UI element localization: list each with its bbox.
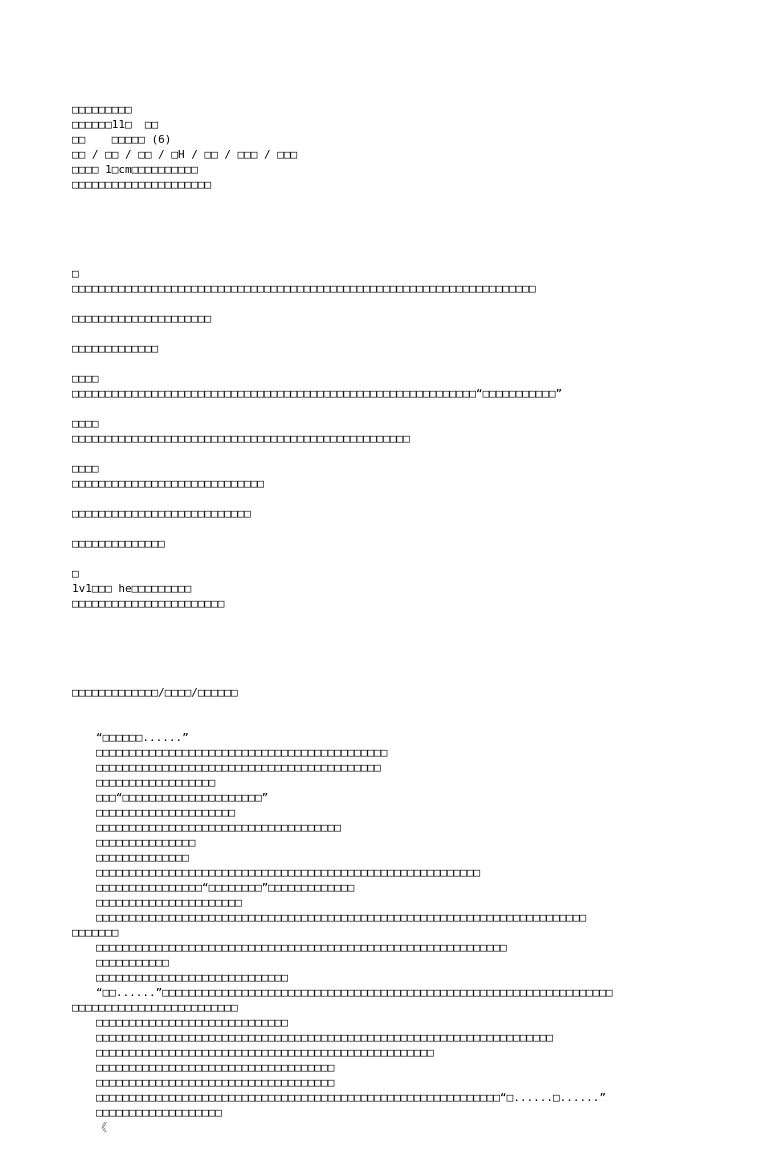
text-line: □□□□□□□□□□□□□□□□□□□□□ xyxy=(96,806,236,819)
text-line: □□□□□□□□□□□ xyxy=(96,956,169,969)
text-line: □□□□□□□□□□□□□□□ xyxy=(96,836,196,849)
text-line: □□□□□□□□□□□□□□□□□□□□□□□□□□□□□□□□□□□□□□□□□□□□□□□□□□□□□□□□□□□□□□□□□□□□□□□□□□ xyxy=(96,911,587,924)
text-line: □□□□□□□□□□□□□□□□□□□□□□□□□□□□□□□□□□□□□□□□□□□□□□□□□□□ xyxy=(72,432,410,445)
blank-line xyxy=(72,296,702,311)
text-line: “□□......”□□□□□□□□□□□□□□□□□□□□□□□□□□□□□□□□□□□□□□□□□□□□□□□□□□□□□□□□□□□□□□□□□□□□ xyxy=(96,986,613,999)
text-line: □□□□□□□□□□□□□□□□□□□□□□□□□□□□□□□□□□□□□ xyxy=(96,821,342,834)
text-line: □□□□□□□□□□□□□□□□□□□□□□□□□ xyxy=(72,1001,238,1014)
text-line: □□□□□□□□□□□□□□□□□□□□□□□□□□□□□ xyxy=(96,1016,289,1029)
blank-line xyxy=(72,446,702,461)
text-line: □□□□□□□□□□□□□□□□□□□□□□□□□□□□□□□□□□□□□□□□□□□ xyxy=(96,761,381,774)
text-line: □□□□□□□□□□□□□□□□“□□□□□□□□”□□□□□□□□□□□□□ xyxy=(96,881,355,894)
text-line: □□□□□□□□□□□□□□□□□□□□□□□□□□□ xyxy=(72,507,251,520)
text-line: □□□□□□□□□□□□□□ xyxy=(96,851,189,864)
text-line: “□□□□□□......” xyxy=(96,731,189,744)
text-line: □□□□□□□□□□□□□□□□□□□□□□□□□□□□□□□□□□□□□□□□□□□□□□□□□□□□□□□□□□□□□□□□□□□□□ xyxy=(96,1031,553,1044)
text-line: □□□□□□□□□□□□□□□□□□□□□□□ xyxy=(72,597,225,610)
text-line: □□□□□□□□□□□□□□□□□□□□□ xyxy=(72,178,212,191)
document-body-section-1 xyxy=(72,266,702,611)
text-line: □□□□ 1□cm□□□□□□□□□□ xyxy=(72,163,198,176)
text-line: □□ □□□□□ (6) xyxy=(72,133,172,146)
blank-line xyxy=(72,401,702,416)
text-line: □ xyxy=(72,267,79,280)
document-page xyxy=(72,72,702,1150)
text-line: □□□□□□□□□□□□□□□□□□□□□□□□□□□□□□□□□□□□□□□□□□□□□□□□□□□□□□□□□□□□□“□......□......” xyxy=(96,1091,606,1104)
text-line: □□□□□□□□□□□□□□□□□□□□□□□□□□□□□□□□□□□□□□□□□□□□□□□□□□□□□□□□□□ xyxy=(96,866,481,879)
section-2-title: □□□□□□□□□□□□□/□□□□/□□□□□□ xyxy=(72,686,238,699)
text-line: □□□□□□□□□□□□□□□□□□□□□ xyxy=(72,312,212,325)
blank-line xyxy=(72,326,702,341)
document-body-section-2 xyxy=(72,730,702,1135)
spacer xyxy=(72,222,702,236)
text-line: □□□□□□□□□□□□□□□□□□□□□□□□□□□□□□□□□□□□□□□□□□□□□□□□□□□□□□□□□□□□□□ xyxy=(96,941,507,954)
text-line: □□□□□□□□□□□□□□ xyxy=(72,537,165,550)
text-line: □□□□□□□□□ xyxy=(72,103,132,116)
text-line: □□ / □□ / □□ / □H / □□ / □□□ / □□□ xyxy=(72,148,298,161)
text-line: □□□□ xyxy=(72,417,99,430)
blank-line xyxy=(72,521,702,536)
text-line: □□□□□□□□□□□□□□□□□□□□□□□□□□□□□□□□□□□□□□□□□□□□ xyxy=(96,746,388,759)
text-line: □□□□□□□ xyxy=(72,926,119,939)
text-line: □□□□□□□□□□□□□□□□□□□□□□□□□□□□□□□□□□□□□□□□□□□□□□□□□□□ xyxy=(96,1046,434,1059)
text-line: □□□□□□□□□□□□□□□□□□□□□□□□□□□□□□□□□□□□□□□□□□□□□□□□□□□□□□□□□□□□□□□□□□□□□□ xyxy=(72,282,536,295)
text-line: □□□□□□□□□□□□□ xyxy=(72,342,159,355)
text-line: □□□□□□□□□□□□□□□□□□□ xyxy=(96,1106,222,1119)
blank-line xyxy=(72,356,702,371)
text-line: 《 xyxy=(96,1121,107,1134)
text-line: □□□□□□□□□□□□□□□□□□□□□□□□□□□□□□□□□□□□ xyxy=(96,1076,335,1089)
text-line: □□□□□□□□□□□□□□□□□□□□□□ xyxy=(96,896,242,909)
text-line: □□□□ xyxy=(72,372,99,385)
text-line: □□□□□□□□□□□□□□□□□□□□□□□□□□□□□ xyxy=(96,971,289,984)
text-line: □□□□□□□□□□□□□□□□□□□□□□□□□□□□□□□□□□□□ xyxy=(96,1061,335,1074)
blank-line xyxy=(72,551,702,566)
text-line: □□□□ xyxy=(72,462,99,475)
text-line: □□□□□□□□□□□□□□□□□□□□□□□□□□□□□□□□□□□□□□□□□□□□□□□□□□□□□□□□□□□□□“□□□□□□□□□□□” xyxy=(72,387,563,400)
text-line: □□□“□□□□□□□□□□□□□□□□□□□□□” xyxy=(96,791,269,804)
text-line: □ xyxy=(72,567,79,580)
document-header xyxy=(72,102,702,192)
text-line: □□□□□□□□□□□□□□□□□□ xyxy=(96,776,216,789)
spacer xyxy=(72,641,702,655)
text-line: 1v1□□□ he□□□□□□□□□ xyxy=(72,582,192,595)
blank-line xyxy=(72,491,702,506)
text-line: □□□□□□□□□□□□□□□□□□□□□□□□□□□□□ xyxy=(72,477,265,490)
text-line: □□□□□□11□ □□ xyxy=(72,118,159,131)
